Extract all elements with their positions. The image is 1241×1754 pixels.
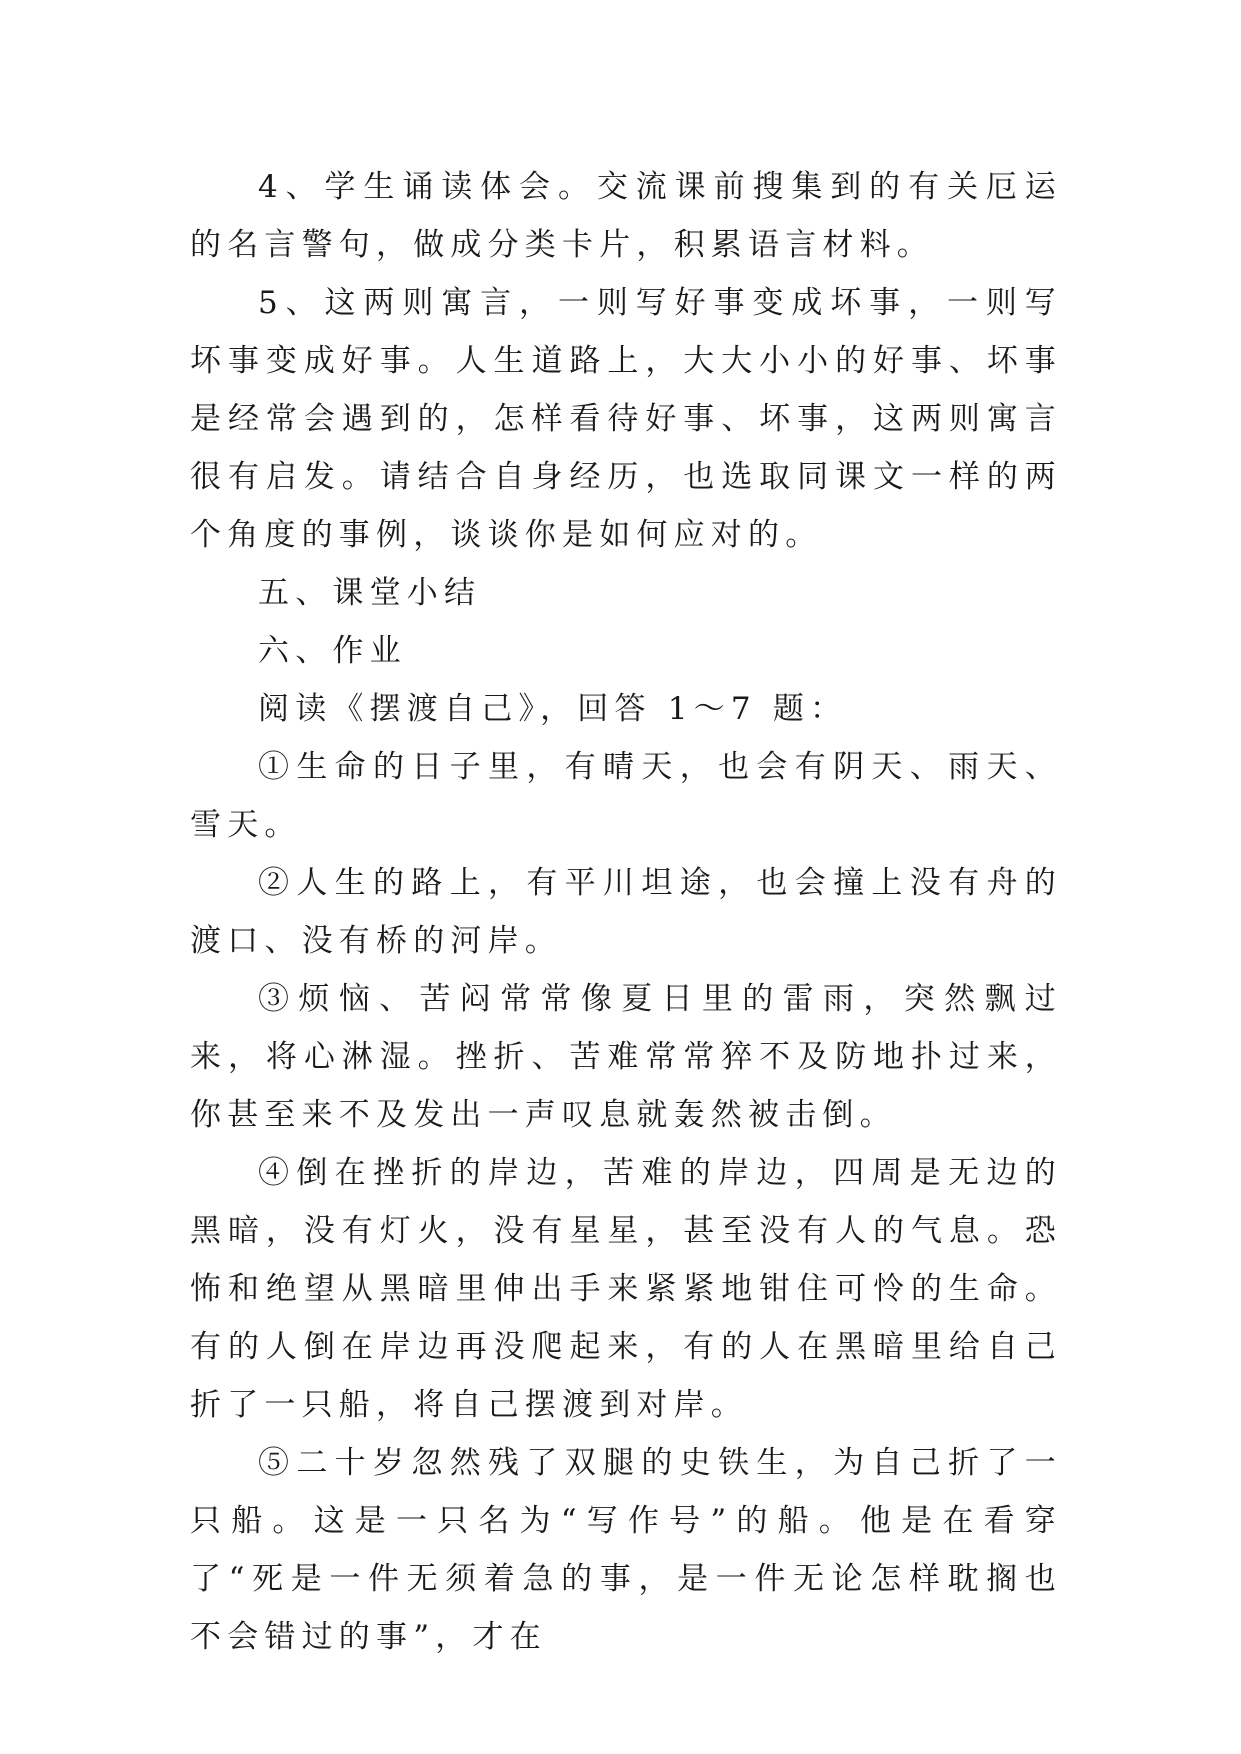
passage-paragraph-4: ④倒在挫折的岸边，苦难的岸边，四周是无边的黑暗，没有灯火，没有星星，甚至没有人的气息。恐怖和绝望从黑暗里伸出手来紧紧地钳住可怜的生命。有的人倒在岸边再没爬起来，有的人在黑暗里给自己折了一只船，将自己摆渡到对岸。 — [190, 1155, 1062, 1423]
passage-paragraph-2: ②人生的路上，有平川坦途，也会撞上没有舟的渡口、没有桥的河岸。 — [190, 865, 1062, 959]
reading-instruction: 阅读《摆渡自己》，回答 1～7 题： — [258, 691, 848, 727]
document-body — [190, 158, 1062, 1666]
section-heading-homework: 六、作业 — [258, 633, 407, 669]
passage-paragraph-5: ⑤二十岁忽然残了双腿的史铁生，为自己折了一只船。这是一只名为“写作号”的船。他是在看穿了“死是一件无须着急的事，是一件无论怎样耽搁也不会错过的事”，才在 — [190, 1445, 1062, 1655]
paragraph-step-5: 5、这两则寓言，一则写好事变成坏事，一则写坏事变成好事。人生道路上，大大小小的好事、坏事是经常会遇到的，怎样看待好事、坏事，这两则寓言很有启发。请结合自身经历，也选取同课文一样的两个角度的事例，谈谈你是如何应对的。 — [190, 285, 1062, 553]
passage-paragraph-3: ③烦恼、苦闷常常像夏日里的雷雨，突然飘过来，将心淋湿。挫折、苦难常常猝不及防地扑过来，你甚至来不及发出一声叹息就轰然被击倒。 — [190, 981, 1062, 1133]
paragraph-step-4: 4、学生诵读体会。交流课前搜集到的有关厄运的名言警句，做成分类卡片，积累语言材料。 — [190, 169, 1062, 263]
section-heading-summary: 五、课堂小结 — [258, 575, 482, 611]
passage-paragraph-1: ①生命的日子里，有晴天，也会有阴天、雨天、雪天。 — [190, 749, 1062, 843]
